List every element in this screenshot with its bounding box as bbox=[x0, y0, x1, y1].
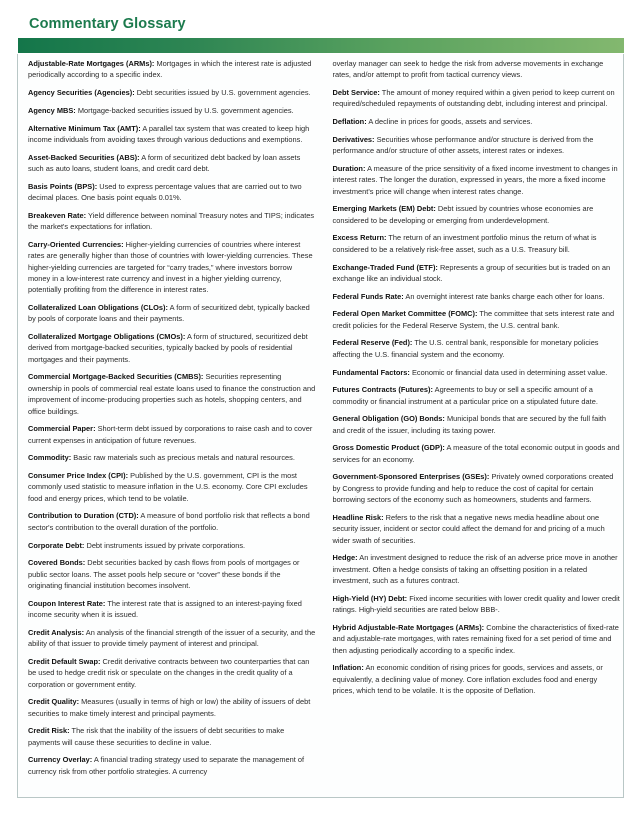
glossary-entry bbox=[28, 239, 316, 296]
glossary-entry bbox=[333, 134, 621, 157]
glossary-definition: A form of securitized debt backed by loan assets such as auto loans, student loans, and credit card debt. bbox=[28, 152, 301, 173]
glossary-entry bbox=[333, 662, 621, 696]
glossary-entry bbox=[333, 512, 621, 546]
glossary-entry bbox=[333, 116, 621, 127]
glossary-term: Alternative Minimum Tax (AMT): bbox=[28, 123, 141, 133]
glossary-entry bbox=[28, 510, 316, 533]
glossary-definition: Fixed income securities with lower credit quality and lower credit ratings. High-yield securities are rated below BBB-. bbox=[332, 593, 620, 615]
glossary-entry bbox=[28, 58, 316, 81]
glossary-columns bbox=[28, 58, 620, 794]
glossary-entry bbox=[333, 384, 621, 407]
glossary-definition: A measure of the total economic output in goods and services for an economy. bbox=[332, 443, 620, 464]
glossary-entry bbox=[28, 181, 316, 204]
glossary-definition: Measures (usually in terms of high or low) the ability of issuers of debt securities to make timely interest and principal payments. bbox=[28, 697, 311, 718]
glossary-entry bbox=[28, 210, 316, 233]
glossary-term: Collateralized Mortgage Obligations (CMOs): bbox=[28, 332, 186, 342]
glossary-entry bbox=[28, 105, 316, 116]
glossary-definition: An economic condition of rising prices for goods, services and assets, or equivalently, a declining value of money. Core inflation excludes food and energy prices, which tend to be volatile. It is the opposite of Deflation. bbox=[332, 663, 603, 695]
glossary-term: Federal Reserve (Fed): bbox=[332, 338, 413, 348]
glossary-term: Inflation: bbox=[332, 663, 364, 673]
glossary-term: Contribution to Duration (CTD): bbox=[28, 511, 139, 521]
glossary-definition: The amount of money required within a given period to keep current on required/scheduled repayments of outstanding debt, including interest and principal. bbox=[332, 88, 615, 109]
glossary-term: Consumer Price Index (CPI): bbox=[28, 471, 129, 481]
glossary-term: Credit Default Swap: bbox=[28, 656, 101, 666]
glossary-entry bbox=[28, 423, 316, 446]
glossary-definition: Represents a group of securities but is traded on an exchange like an individual stock. bbox=[332, 262, 611, 283]
glossary-term: Commercial Paper: bbox=[28, 424, 96, 434]
glossary-entry bbox=[28, 87, 316, 98]
glossary-term: Breakeven Rate: bbox=[28, 210, 87, 220]
glossary-definition: Yield difference between nominal Treasury notes and TIPS; indicates the market's expectations for inflation. bbox=[28, 210, 315, 232]
glossary-term: Covered Bonds: bbox=[28, 558, 86, 568]
glossary-definition: Basic raw materials such as precious metals and natural resources. bbox=[71, 453, 295, 463]
glossary-entry bbox=[333, 337, 621, 360]
glossary-entry bbox=[28, 627, 316, 650]
glossary-definition: Used to express percentage values that are carried out to two decimal places. One basis point equals 0.01%. bbox=[28, 181, 302, 203]
glossary-entry bbox=[28, 470, 316, 504]
glossary-definition: Economic or financial data used in determining asset value. bbox=[409, 367, 608, 377]
glossary-term: Emerging Markets (EM) Debt: bbox=[332, 204, 436, 214]
glossary-term: Commodity: bbox=[28, 453, 72, 463]
glossary-term: Excess Return: bbox=[332, 233, 387, 243]
glossary-definition: The return of an investment portfolio minus the return of what is considered to be a relatively risk-free asset, such as a U.S. Treasury bill. bbox=[332, 233, 597, 254]
glossary-definition: A form of structured, securitized debt derived from mortgage-backed securities, typically backed by pools of residential mortgages and their payments. bbox=[28, 332, 308, 364]
glossary-definition: Privately owned corporations created by Congress to provide funding and help to reduce the cost of capital for certain borrowing sectors of the economy such as homeowners, students and farmers. bbox=[332, 472, 614, 505]
glossary-term: Hybrid Adjustable-Rate Mortgages (ARMs): bbox=[332, 622, 485, 632]
glossary-definition: Combine the characteristics of fixed-rate and adjustable-rate mortgages, with rates remaining fixed for a set period of time and then adjusting periodically according to a specific index. bbox=[332, 622, 619, 655]
glossary-definition: Debt securities issued by U.S. government agencies. bbox=[134, 88, 311, 98]
glossary-term: Government-Sponsored Enterprises (GSEs): bbox=[332, 472, 490, 482]
glossary-definition: Debt issued by countries whose economies are considered to be developing or emerging from underdevelopment. bbox=[332, 204, 594, 225]
glossary-entry bbox=[28, 656, 316, 690]
glossary-term: Deflation: bbox=[332, 117, 367, 127]
glossary-definition: An investment designed to reduce the risk of an adverse price move in another investment. Often a hedge consists of taking an offsetting position in a related investment, such as a futures contract. bbox=[332, 553, 618, 586]
glossary-definition: An analysis of the financial strength of the issuer of a security, and the ability of that issuer to provide timely payment of interest and principal. bbox=[28, 627, 316, 649]
glossary-entry bbox=[28, 371, 316, 416]
glossary-term: Credit Risk: bbox=[28, 726, 70, 736]
glossary-term: Headline Risk: bbox=[332, 512, 384, 522]
glossary-entry bbox=[333, 552, 621, 586]
glossary-term: Carry-Oriented Currencies: bbox=[28, 239, 124, 249]
glossary-term: Collateralized Loan Obligations (CLOs): bbox=[28, 302, 168, 312]
glossary-term: Duration: bbox=[332, 163, 366, 173]
glossary-term: Currency Overlay: bbox=[28, 755, 93, 765]
glossary-term: General Obligation (GO) Bonds: bbox=[332, 414, 445, 424]
glossary-definition: Debt securities backed by cash flows from pools of mortgages or public sector loans. The asset pools help secure or “cover” these bonds if the originating financial institution becomes insolvent. bbox=[28, 558, 300, 590]
glossary-entry bbox=[333, 367, 621, 378]
glossary-entry bbox=[28, 331, 316, 365]
glossary-entry bbox=[333, 262, 621, 285]
glossary-entry bbox=[28, 452, 316, 463]
glossary-entry-continuation: overlay manager can seek to hedge the risk from adverse movements in exchange rates, and/or attempt to profit from tactical currency views. bbox=[332, 59, 604, 80]
glossary-term: Futures Contracts (Futures): bbox=[332, 385, 433, 395]
glossary-term: Federal Funds Rate: bbox=[332, 291, 404, 301]
glossary-definition: Securities representing ownership in pools of commercial real estate loans used to finance the construction and improvement of income-producing properties such as hotels, shopping centers, and office buildings. bbox=[28, 372, 316, 416]
glossary-term: Adjustable-Rate Mortgages (ARMs): bbox=[28, 59, 155, 68]
glossary-entry bbox=[333, 203, 621, 226]
glossary-entry bbox=[333, 232, 621, 255]
glossary-definition: Mortgages in which the interest rate is adjusted periodically according to a specific index. bbox=[28, 59, 312, 80]
glossary-definition: Refers to the risk that a negative news media headline about one security issuer, incident or sector could affect the demand for and pricing of a much wider swath of securities. bbox=[332, 512, 605, 545]
glossary-term: Agency MBS: bbox=[28, 105, 76, 115]
glossary-definition: A measure of bond portfolio risk that reflects a bond sector's contribution to the overall duration of the portfolio. bbox=[28, 511, 310, 532]
glossary-definition: Agreements to buy or sell a specific amount of a commodity or financial instrument at a particular price on a stipulated future date. bbox=[332, 385, 598, 406]
glossary-entry bbox=[333, 308, 621, 331]
page-title: Commentary Glossary bbox=[29, 16, 186, 32]
glossary-definition: A form of securitized debt, typically backed by pools of corporate loans and their payments. bbox=[28, 302, 310, 324]
glossary-definition: Higher-yielding currencies of countries where interest rates are generally higher than those of countries with lower-yielding currencies. These higher-yielding currencies are targeted for “carry trades,” where investors borrow money in a low-interest rate currency and invest in a higher yielding currency, potentially profiting from the difference in interest rates. bbox=[28, 239, 313, 295]
glossary-definition: Published by the U.S. government, CPI is the most commonly used statistic to measure inflation in the U.S. economy. Core CPI excludes food and energy prices, which tend to be volatile. bbox=[28, 471, 308, 503]
glossary-entry bbox=[333, 291, 621, 302]
glossary-definition: Debt instruments issued by private corporations. bbox=[84, 540, 246, 550]
glossary-term: Exchange-Traded Fund (ETF): bbox=[332, 262, 438, 272]
glossary-entry bbox=[28, 754, 316, 777]
glossary-term: Fundamental Factors: bbox=[332, 367, 410, 377]
glossary-definition: Securities whose performance and/or structure is derived from the performance and/or structure of other assets, interest rates or indexes. bbox=[332, 134, 594, 156]
glossary-definition: The committee that sets interest rate and credit policies for the Federal Reserve System, the U.S. central bank. bbox=[332, 309, 615, 330]
glossary-definition: The interest rate that is assigned to an interest-paying fixed income security when it is issued. bbox=[28, 598, 302, 620]
glossary-definition: A measure of the price sensitivity of a fixed income investment to changes in interest rates. The longer the duration, expressed in years, the more a fixed income investment's price will change when interest rates change. bbox=[332, 163, 618, 196]
glossary-entry bbox=[28, 696, 316, 719]
glossary-term: Corporate Debt: bbox=[28, 540, 85, 550]
glossary-term: Coupon Interest Rate: bbox=[28, 598, 106, 608]
glossary-definition: A parallel tax system that was created to keep high income individuals from avoiding taxes through various deductions and exemptions. bbox=[28, 123, 310, 144]
right-column bbox=[333, 58, 621, 794]
glossary-term: Commercial Mortgage-Backed Securities (CMBS): bbox=[28, 372, 204, 382]
glossary-entry bbox=[333, 593, 621, 616]
glossary-entry bbox=[28, 152, 316, 175]
glossary-term: High-Yield (HY) Debt: bbox=[332, 593, 408, 603]
glossary-entry bbox=[333, 442, 621, 465]
glossary-term: Credit Analysis: bbox=[28, 627, 85, 637]
glossary-entry bbox=[333, 87, 621, 110]
left-column bbox=[28, 58, 316, 794]
glossary-term: Asset-Backed Securities (ABS): bbox=[28, 152, 140, 162]
glossary-term: Derivatives: bbox=[332, 134, 375, 144]
glossary-entry bbox=[28, 725, 316, 748]
glossary-term: Agency Securities (Agencies): bbox=[28, 88, 135, 98]
glossary-definition: Credit derivative contracts between two counterparties that can be used to hedge credit risk or speculate on the changes in the credit quality of a corporation or government entity. bbox=[28, 656, 310, 689]
glossary-definition: Municipal bonds that are secured by the full faith and credit of the issuer, including its taxing power. bbox=[332, 414, 607, 435]
glossary-term: Federal Open Market Committee (FOMC): bbox=[332, 309, 478, 319]
glossary-entry bbox=[28, 540, 316, 551]
glossary-entry bbox=[333, 622, 621, 656]
glossary-entry bbox=[333, 413, 621, 436]
glossary-entry bbox=[28, 598, 316, 621]
glossary-term: Credit Quality: bbox=[28, 697, 80, 707]
glossary-term: Gross Domestic Product (GDP): bbox=[332, 443, 445, 453]
glossary-term: Hedge: bbox=[332, 553, 358, 563]
glossary-definition: Mortgage-backed securities issued by U.S. government agencies. bbox=[75, 105, 294, 115]
glossary-definition: A financial trading strategy used to separate the management of currency risk from other portfolio strategies. A currency bbox=[28, 755, 305, 776]
glossary-term: Debt Service: bbox=[332, 88, 380, 98]
glossary-definition: A decline in prices for goods, assets and services. bbox=[366, 117, 533, 127]
glossary-entry bbox=[28, 557, 316, 591]
glossary-definition: Short-term debt issued by corporations to raise cash and to cover current expenses in anticipation of future revenues. bbox=[28, 424, 313, 445]
glossary-entry bbox=[333, 471, 621, 505]
glossary-entry bbox=[28, 302, 316, 325]
glossary-definition: The U.S. central bank, responsible for monetary policies affecting the U.S. financial system and the economy. bbox=[332, 338, 599, 359]
glossary-entry bbox=[28, 123, 316, 146]
glossary-entry bbox=[333, 163, 621, 197]
glossary-definition: The risk that the inability of the issuers of debt securities to make payments will cause these securities to decline in value. bbox=[28, 726, 285, 747]
glossary-definition: An overnight interest rate banks charge each other for loans. bbox=[403, 291, 605, 301]
header-accent-bar bbox=[18, 38, 624, 53]
glossary-term: Basis Points (BPS): bbox=[28, 181, 98, 191]
